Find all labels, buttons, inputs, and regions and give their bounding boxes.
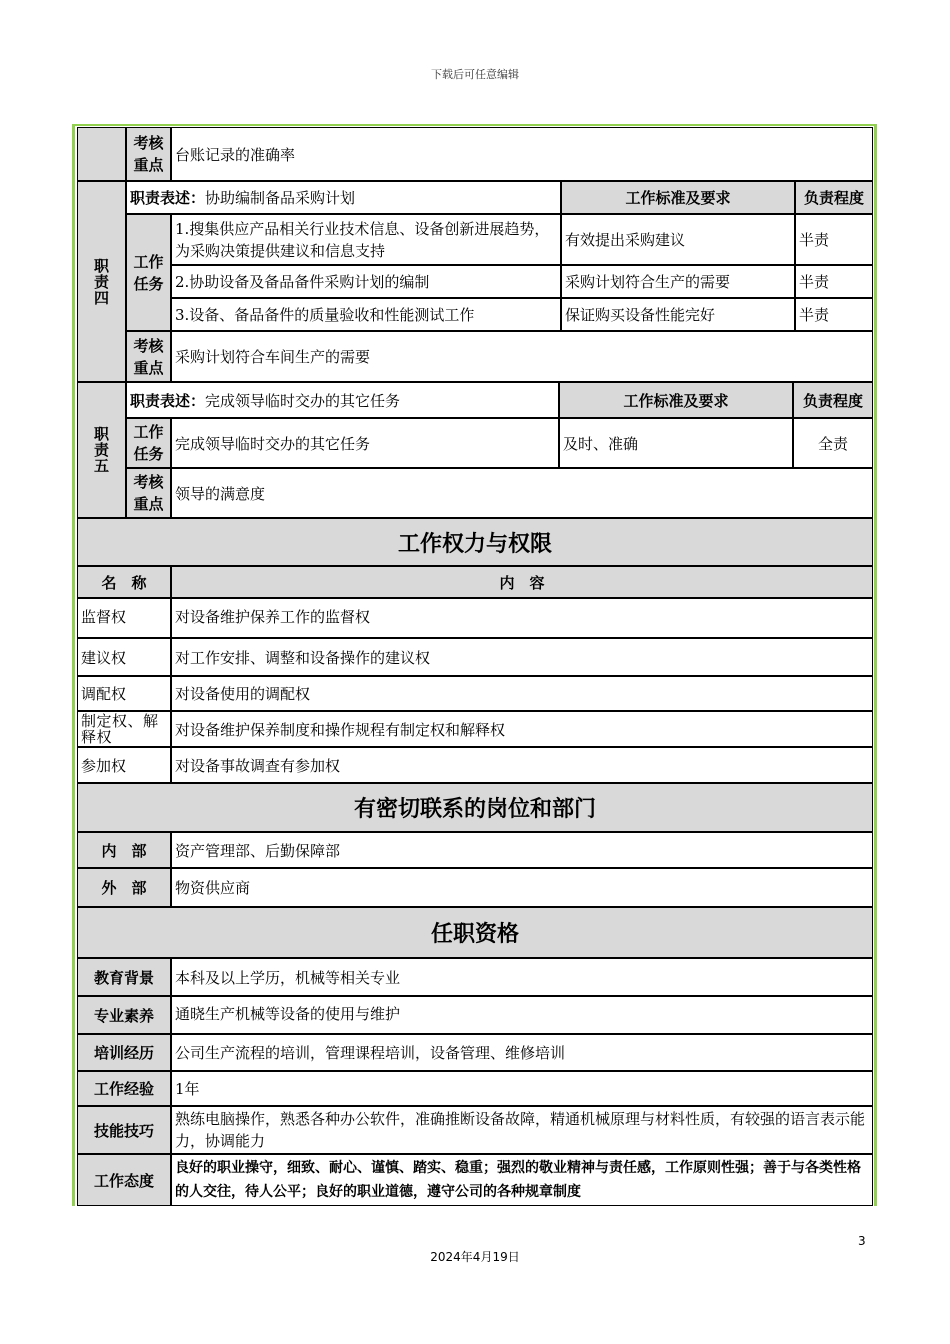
qual-row-1-label-cell (77, 958, 171, 996)
duty4-task-3-text: 3.设备、备品备件的质量验收和性能测试工作 (175, 306, 475, 324)
qual-row-2-value-cell (171, 996, 873, 1034)
duty4-task-2 (171, 265, 561, 298)
authority-row-3-content-text: 对设备使用的调配权 (175, 685, 311, 703)
page-number: 3 (858, 1234, 866, 1248)
duty5-std-header-label: 工作标准及要求 (623, 391, 729, 410)
qual-row-2-label-cell (77, 996, 171, 1034)
relations-section-title (77, 783, 873, 832)
authority-row-4-name-text: 制定权、解释权 (81, 712, 159, 746)
duty5-kpi-cell (171, 468, 873, 518)
authority-row-1-name-text: 监督权 (81, 608, 127, 626)
authority-row-2-content-text: 对工作安排、调整和设备操作的建议权 (175, 648, 431, 667)
duty4-task-3-resp (795, 298, 873, 331)
authority-row-1-name (77, 598, 171, 638)
authority-section-title (77, 518, 873, 566)
authority-row-4-content-text: 对设备维护保养制度和操作规程有制定权和解释权 (175, 720, 506, 739)
duty5-kpi-label-cell (126, 468, 171, 518)
relations-external-label: 外 部 (101, 879, 147, 897)
relations-internal-label: 内 部 (101, 841, 147, 860)
duty4-name-cell (77, 181, 126, 382)
relations-internal-label-cell (77, 832, 171, 868)
duty4-std-header (561, 181, 795, 214)
duty5-kpi: 领导的满意度 (175, 484, 266, 503)
qual-row-2-label: 专业素养 (93, 1006, 154, 1025)
authority-row-2-content (171, 638, 873, 676)
qual-row-3-label: 培训经历 (93, 1044, 154, 1062)
relations-external-label-cell (77, 868, 171, 907)
authority-row-3-content (171, 676, 873, 711)
duty4-task-label: 工作任务 (133, 252, 164, 293)
relations-external-cell (171, 868, 873, 907)
qual-row-6-label: 工作态度 (93, 1171, 154, 1190)
duty4-kpi-cell (171, 331, 873, 382)
duty5-resp-header (793, 382, 873, 418)
duty5-task-label: 工作任务 (133, 423, 164, 463)
authority-row-1-content-text: 对设备维护保养工作的监督权 (175, 608, 371, 626)
duty4-task-2-resp-text: 半责 (799, 273, 830, 291)
duty4-task-1-resp (795, 214, 873, 265)
duty4-task-2-resp (795, 265, 873, 298)
authority-row-3-name (77, 676, 171, 711)
relations-external: 物资供应商 (175, 879, 251, 897)
duty4-statement-cell (126, 181, 561, 214)
duty3-name-cell (77, 127, 126, 181)
qual-row-5-value-cell (171, 1106, 873, 1154)
duty4-task-1-std (561, 214, 795, 265)
authority-row-1-content (171, 598, 873, 638)
authority-row-2-name-text: 建议权 (81, 648, 127, 667)
authority-row-5-content (171, 747, 873, 783)
authority-row-4-name (77, 711, 171, 747)
qual-row-3-value: 公司生产流程的培训，管理课程培训，设备管理、维修培训 (175, 1044, 566, 1062)
qual-row-5-label: 技能技巧 (93, 1121, 154, 1140)
duty4-statement: 协助编制备品采购计划 (205, 189, 356, 207)
duty4-kpi-label: 考核重点 (133, 336, 164, 377)
duty4-task-1-resp-text: 半责 (799, 231, 830, 249)
duty5-task-label-cell (126, 418, 171, 468)
duty4-task-3 (171, 298, 561, 331)
kpi-value: 台账记录的准确率 (175, 145, 296, 164)
duty5-name: 职责五 (92, 426, 110, 474)
relations-internal-cell (171, 832, 873, 868)
duty5-kpi-label: 考核重点 (133, 473, 164, 513)
duty4-resp-header (795, 181, 873, 214)
duty4-name: 职责四 (92, 257, 110, 306)
qual-row-4-label-cell (77, 1071, 171, 1106)
authority-col-content-label: 内 容 (499, 573, 545, 592)
authority-row-4-content (171, 711, 873, 747)
authority-row-2-name (77, 638, 171, 676)
qual-row-6-value: 良好的职业操守，细致、耐心、谨慎、踏实、稳重；强烈的敬业精神与责任感，工作原则性强；善于与各类性格的人交往，待人公平；良好的职业道德，遵守公司的各种规章制度 (175, 1160, 861, 1200)
authority-row-5-name (77, 747, 171, 783)
authority-row-5-content-text: 对设备事故调查有参加权 (175, 756, 341, 775)
duty4-task-1-std-text: 有效提出采购建议 (565, 231, 686, 249)
duty4-task-3-resp-text: 半责 (799, 306, 830, 324)
duty4-resp-header-label: 负责程度 (803, 189, 864, 207)
relations-internal: 资产管理部、后勤保障部 (175, 841, 341, 860)
authority-row-5-name-text: 参加权 (81, 756, 127, 775)
qualification-title: 任职资格 (430, 922, 519, 947)
duty4-task-3-std-text: 保证购买设备性能完好 (565, 306, 716, 324)
duty5-task-std (559, 418, 793, 468)
qual-row-2-value: 通晓生产机械等设备的使用与维护 (175, 1005, 401, 1023)
duty5-statement-label: 职责表述： (130, 391, 206, 410)
qual-row-3-value-cell (171, 1034, 873, 1071)
duty4-task-1 (171, 214, 561, 265)
duty5-name-cell (77, 382, 126, 518)
duty4-task-1-text: 1.搜集供应产品相关行业技术信息、设备创新进展趋势，为采购决策提供建议和信息支持 (175, 219, 550, 260)
duty4-task-label-cell (126, 214, 171, 331)
authority-col-content (171, 566, 873, 598)
qual-row-4-label: 工作经验 (93, 1080, 154, 1098)
kpi-label: 考核重点 (133, 134, 164, 174)
kpi-value-cell (171, 127, 873, 181)
qual-row-6-value-cell (171, 1154, 873, 1206)
authority-col-name-label: 名 称 (101, 573, 147, 592)
authority-row-3-name-text: 调配权 (81, 685, 127, 703)
duty5-statement: 完成领导临时交办的其它任务 (205, 391, 401, 410)
qual-row-1-label: 教育背景 (93, 968, 154, 987)
duty4-statement-label: 职责表述： (130, 189, 206, 207)
duty5-resp-header-label: 负责程度 (802, 391, 863, 410)
qual-row-5-label-cell (77, 1106, 171, 1154)
duty4-task-2-text: 2.协助设备及备品备件采购计划的编制 (175, 273, 430, 291)
duty5-std-header (559, 382, 793, 418)
duty4-kpi: 采购计划符合车间生产的需要 (175, 348, 371, 366)
duty5-task-resp-text: 全责 (817, 434, 848, 453)
duty5-statement-cell (126, 382, 559, 418)
duty4-kpi-label-cell (126, 331, 171, 382)
qual-row-1-value: 本科及以上学历，机械等相关专业 (175, 968, 401, 987)
relations-title: 有密切联系的岗位和部门 (353, 797, 596, 822)
duty4-task-3-std (561, 298, 795, 331)
authority-title: 工作权力与权限 (397, 531, 552, 557)
qual-row-1-value-cell (171, 958, 873, 996)
duty4-std-header-label: 工作标准及要求 (625, 189, 731, 207)
duty4-task-2-std-text: 采购计划符合生产的需要 (565, 273, 731, 291)
header-note: 下载后可任意编辑 (431, 68, 519, 81)
duty5-task (171, 418, 559, 468)
qual-row-5-value: 熟练电脑操作，熟悉各种办公软件，准确推断设备故障，精通机械原理与材料性质，有较强的语言表示能力，协调能力 (175, 1110, 866, 1150)
authority-col-name (77, 566, 171, 598)
kpi-label-cell (126, 127, 171, 181)
qualification-section-title (77, 907, 873, 958)
footer-date: 2024年4月19日 (430, 1250, 520, 1264)
duty5-task-resp (793, 418, 873, 468)
qual-row-4-value: 1年 (175, 1080, 200, 1098)
qual-row-4-value-cell (171, 1071, 873, 1106)
qual-row-6-label-cell (77, 1154, 171, 1206)
duty4-task-2-std (561, 265, 795, 298)
qual-row-3-label-cell (77, 1034, 171, 1071)
duty5-task-text: 完成领导临时交办的其它任务 (175, 434, 371, 453)
duty5-task-std-text: 及时、准确 (563, 434, 639, 453)
